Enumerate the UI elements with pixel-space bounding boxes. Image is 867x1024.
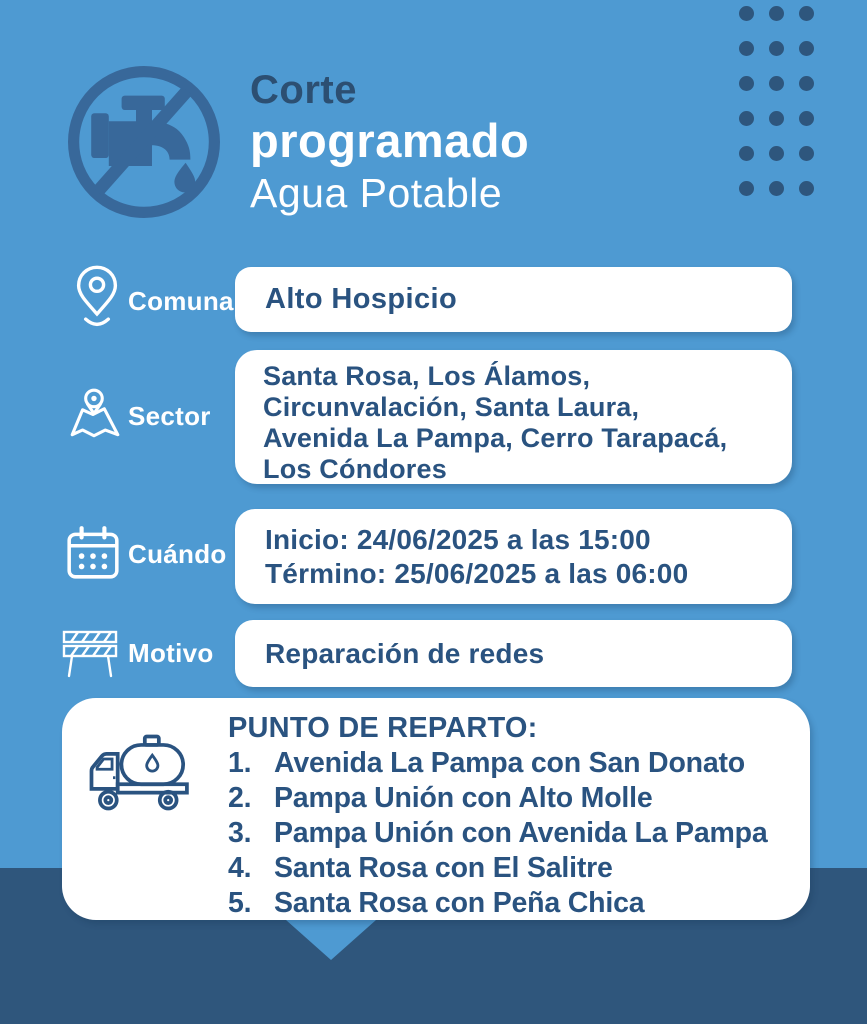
reparto-item xyxy=(228,781,803,816)
speech-tail xyxy=(286,920,376,960)
calendar-icon xyxy=(64,524,122,582)
dot xyxy=(739,6,754,21)
comuna-value-box xyxy=(235,267,792,332)
title-programado: programado xyxy=(250,114,530,167)
cuando-value-box xyxy=(235,509,792,604)
dot xyxy=(799,76,814,91)
sector-line: Avenida La Pampa, Cerro Tarapacá, xyxy=(263,423,728,453)
title-corte: Corte xyxy=(250,68,357,112)
cuando-inicio: Inicio: 24/06/2025 a las 15:00 xyxy=(265,524,651,555)
dot xyxy=(769,41,784,56)
cuando-label: Cuándo xyxy=(128,539,227,569)
reparto-heading: PUNTO DE REPARTO: xyxy=(228,712,538,744)
map-pin-icon xyxy=(66,386,124,444)
dot xyxy=(769,76,784,91)
location-pin-icon xyxy=(74,264,120,330)
dot xyxy=(799,6,814,21)
reparto-item-number: 4. xyxy=(228,852,252,884)
road-barrier-icon xyxy=(58,626,122,682)
water-tank-truck-icon xyxy=(84,728,200,818)
comuna-label: Comuna xyxy=(128,286,234,316)
dot xyxy=(769,111,784,126)
dot xyxy=(739,111,754,126)
reparto-item xyxy=(228,886,803,921)
dot xyxy=(769,146,784,161)
sector-line: Los Cóndores xyxy=(263,454,447,484)
reparto-item-text: Pampa Unión con Avenida La Pampa xyxy=(274,817,768,849)
dot xyxy=(799,181,814,196)
dot xyxy=(739,146,754,161)
poster-title xyxy=(250,70,529,214)
reparto-item-text: Santa Rosa con Peña Chica xyxy=(274,887,645,919)
dot-grid xyxy=(731,0,821,206)
title-agua-potable: Agua Potable xyxy=(250,170,503,216)
dot xyxy=(739,181,754,196)
sector-value-box xyxy=(235,350,792,484)
dot xyxy=(739,41,754,56)
dot xyxy=(799,111,814,126)
reparto-item xyxy=(228,851,803,886)
dot xyxy=(769,6,784,21)
reparto-item-number: 3. xyxy=(228,817,252,849)
reparto-item xyxy=(228,746,803,781)
motivo-label: Motivo xyxy=(128,638,214,668)
dot xyxy=(739,76,754,91)
sector-line: Circunvalación, Santa Laura, xyxy=(263,392,640,422)
cuando-termino: Término: 25/06/2025 a las 06:00 xyxy=(265,558,689,589)
dot xyxy=(799,146,814,161)
reparto-item-number: 2. xyxy=(228,782,252,814)
no-water-faucet-icon xyxy=(64,62,224,222)
reparto-item xyxy=(228,816,803,851)
motivo-value-box xyxy=(235,620,792,687)
sector-label: Sector xyxy=(128,401,211,431)
sector-line: Santa Rosa, Los Álamos, xyxy=(263,361,591,391)
reparto-item-text: Pampa Unión con Alto Molle xyxy=(274,782,653,814)
dot xyxy=(769,181,784,196)
dot xyxy=(799,41,814,56)
reparto-item-text: Santa Rosa con El Salitre xyxy=(274,852,613,884)
reparto-item-number: 5. xyxy=(228,887,252,919)
comuna-value: Alto Hospicio xyxy=(265,283,458,315)
motivo-value: Reparación de redes xyxy=(265,637,545,669)
reparto-item-text: Avenida La Pampa con San Donato xyxy=(274,747,746,779)
reparto-content xyxy=(228,710,803,921)
reparto-item-number: 1. xyxy=(228,747,252,779)
